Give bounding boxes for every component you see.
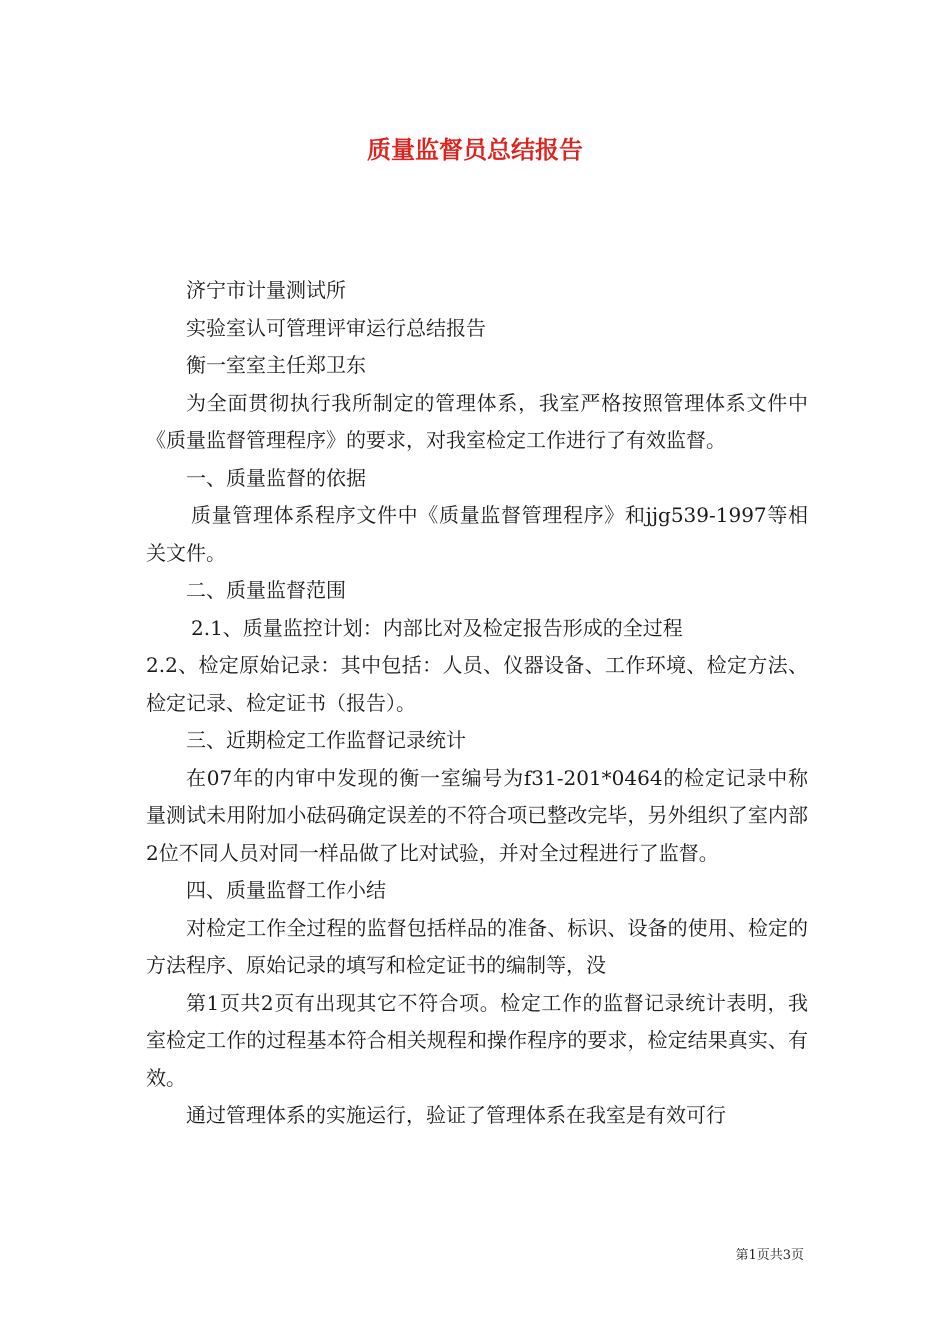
paragraph-scope-2-2: 2.2、检定原始记录：其中包括：人员、仪器设备、工作环境、检定方法、检定记录、检定证书（报告）。 <box>146 653 808 715</box>
paragraph-org: 济宁市计量测试所 <box>186 278 346 302</box>
paragraph-author: 衡一室室主任郑卫东 <box>186 353 366 377</box>
paragraph-intro: 为全面贯彻执行我所制定的管理体系，我室严格按照管理体系文件中《质量监督管理程序》的要求，对我室检定工作进行了有效监督。 <box>146 390 808 452</box>
page-title: 质量监督员总结报告 <box>367 136 583 164</box>
page-number-footer: 第1页共3页 <box>735 1248 804 1263</box>
paragraph-report-name: 实验室认可管理评审运行总结报告 <box>186 315 486 340</box>
paragraph-statistics: 在07年的内审中发现的衡一室编号为f31-201*0464的检定记录中称量测试未用附加小砝码确定误差的不符合项已整改完毕，另外组织了室内部2位不同人员对同一样品做了比对试验，并对全过程进行了监督。 <box>146 765 808 865</box>
paragraph-summary-continued: 第1页共2页有出现其它不符合项。检定工作的监督记录统计表明，我室检定工作的过程基本符合相关规程和操作程序的要求，检定结果真实、有效。 <box>146 990 808 1090</box>
document-body <box>146 272 808 1135</box>
section-heading-4: 四、质量监督工作小结 <box>186 878 386 902</box>
section-heading-3: 三、近期检定工作监督记录统计 <box>186 728 466 752</box>
section-heading-1: 一、质量监督的依据 <box>186 465 366 490</box>
section-heading-2: 二、质量监督范围 <box>186 578 346 602</box>
paragraph-summary: 对检定工作全过程的监督包括样品的准备、标识、设备的使用、检定的方法程序、原始记录的填写和检定证书的编制等，没 <box>146 915 808 977</box>
paragraph-scope-2-1: 2.1、质量监控计划：内部比对及检定报告形成的全过程 <box>191 615 683 640</box>
paragraph-conclusion: 通过管理体系的实施运行，验证了管理体系在我室是有效可行 <box>186 1103 726 1127</box>
paragraph-basis: 质量管理体系程序文件中《质量监督管理程序》和jjg539-1997等相关文件。 <box>146 503 808 565</box>
